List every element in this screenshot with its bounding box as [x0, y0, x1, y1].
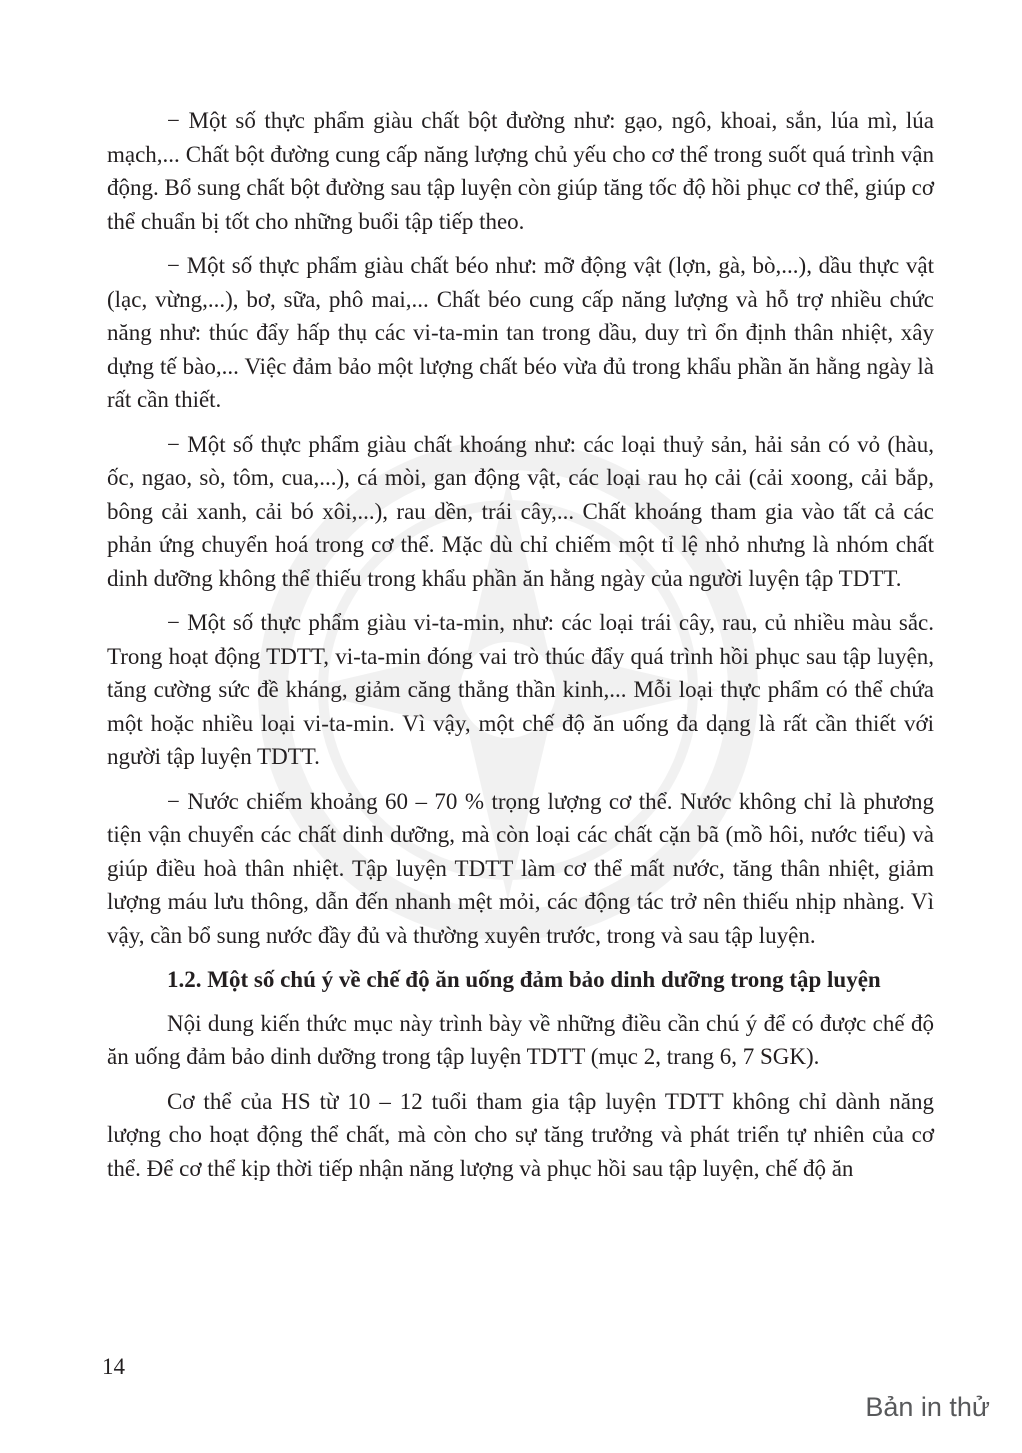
paragraph-carbohydrates: − Một số thực phẩm giàu chất bột đường như: gạo, ngô, khoai, sắn, lúa mì, lúa mạch,... Chất bột đường cung cấp năng lượng chủ yếu cho cơ thể trong suốt quá trình vận động. Bổ sung chất bột đường sau tập luyện còn giúp tăng tốc độ hồi phục cơ thể, giúp cơ thể chuẩn bị tốt cho những buổi tập tiếp theo. [107, 108, 934, 234]
page-body [107, 104, 934, 1196]
paragraph-section-intro: Nội dung kiến thức mục này trình bày về những điều cần chú ý để có được chế độ ăn uống đảm bảo dinh dưỡng trong tập luyện TDTT (mục 2, trang 6, 7 SGK). [107, 1010, 934, 1069]
paragraph-vitamins: − Một số thực phẩm giàu vi-ta-min, như: các loại trái cây, rau, củ nhiều màu sắc. Trong hoạt động TDTT, vi-ta-min đóng vai trò thúc đẩy quá trình hồi phục sau tập luyện, tăng cường sức đề kháng, giảm căng thẳng thần kinh,... Mỗi loại thực phẩm có thể chứa một hoặc nhiều loại vi-ta-min. Vì vậy, một chế độ ăn uống đa dạng là rất cần thiết với người tập luyện TDTT. [107, 610, 934, 769]
paragraph-fats: − Một số thực phẩm giàu chất béo như: mỡ động vật (lợn, gà, bò,...), dầu thực vật (lạc, vừng,...), bơ, sữa, phô mai,... Chất béo cung cấp năng lượng và hỗ trợ nhiều chức năng như: thúc đẩy hấp thụ các vi-ta-min tan trong dầu, duy trì ổn định thân nhiệt, xây dựng tế bào,... Việc đảm bảo một lượng chất béo vừa đủ trong khẩu phần ăn hằng ngày là rất cần thiết. [107, 253, 934, 412]
page-number: 14 [102, 1354, 125, 1379]
section-heading: 1.2. Một số chú ý về chế độ ăn uống đảm bảo dinh dưỡng trong tập luyện [167, 967, 881, 992]
paragraph-minerals: − Một số thực phẩm giàu chất khoáng như: các loại thuỷ sản, hải sản có vỏ (hàu, ốc, ngao, sò, tôm, cua,...), cá mòi, gan động vật, các loại rau họ cải (cải xoong, cải bắp, bông cải xanh, cải bó xôi,...), rau dền, trái cây,... Chất khoáng tham gia vào tất cả các phản ứng chuyển hoá trong cơ thể. Mặc dù chỉ chiếm một tỉ lệ nhỏ nhưng là nhóm chất dinh dưỡng không thể thiếu trong khẩu phần ăn hằng ngày của người luyện tập TDTT. [107, 431, 934, 591]
paragraph-students-diet: Cơ thể của HS từ 10 – 12 tuổi tham gia tập luyện TDTT không chỉ dành năng lượng cho hoạt động thể chất, mà còn cho sự tăng trưởng và phát triển tự nhiên của cơ thể. Để cơ thể kịp thời tiếp nhận năng lượng và phục hồi sau tập luyện, chế độ ăn [107, 1088, 934, 1181]
paragraph-water: − Nước chiếm khoảng 60 – 70 % trọng lượng cơ thể. Nước không chỉ là phương tiện vận chuyển các chất dinh dưỡng, mà còn loại các chất cặn bã (mồ hôi, nước tiểu) và giúp điều hoà thân nhiệt. Tập luyện TDTT làm cơ thể mất nước, tăng thân nhiệt, giảm lượng máu lưu thông, dẫn đến nhanh mệt mỏi, các động tác trở nên thiếu nhịp nhàng. Vì vậy, cần bổ sung nước đầy đủ và thường xuyên trước, trong và sau tập luyện. [107, 788, 934, 948]
draft-label: Bản in thử [865, 1392, 990, 1422]
